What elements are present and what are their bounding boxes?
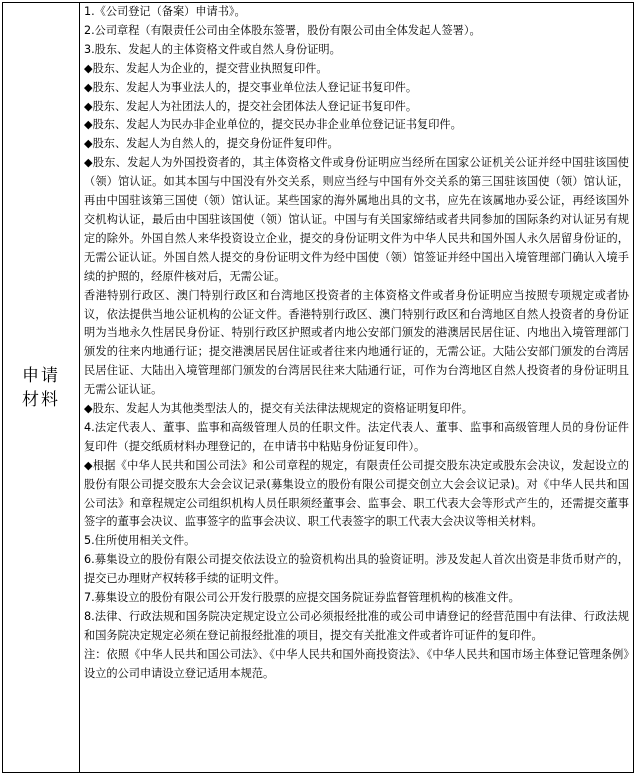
bullet-natural-person: ◆股东、发起人为自然人的，提交身份证件复印件。: [84, 137, 339, 151]
item-5-premises: 5.住所使用相关文件。: [84, 534, 196, 548]
bullet-social-organization: ◆股东、发起人为社团法人的，提交社会团体法人登记证书复印件。: [84, 99, 418, 113]
item-1-application-form: 1.《公司登记（备案）申请书》。: [84, 5, 246, 18]
item-8-approval-documents: 8.法律、行政法规和国务院决定规定设立公司必须报经批准的或公司申请登记的经营范围中有法律、行政法规和国务院决定规定必须在登记前报经批准的项目，提交有关批准文件或者许可证件的复印件。: [84, 610, 629, 642]
item-7-securities-approval: 7.募集设立的股份有限公司公开发行股票的应提交国务院证券监督管理机构的核准文件。: [84, 591, 520, 605]
label-cell: [3, 3, 80, 772]
section-label: 申请材料: [22, 365, 60, 410]
item-6-capital-verification: 6.募集设立的股份有限公司提交依法设立的验资机构出具的验资证明。涉及发起人首次出资是非货币财产的，提交已办理财产权转移手续的证明文件。: [84, 553, 629, 586]
bullet-private-non-enterprise: ◆股东、发起人为民办非企业单位的，提交民办非企业单位登记证书复印件。: [84, 118, 462, 132]
bullet-foreign-investor: ◆股东、发起人为外国投资者的，其主体资格文件或身份证明应当经所在国家公证机关公证并经中国驻该国使（领）馆认证。如其本国与中国没有外交关系，则应当经与中国有外交关系的第三国驻该国使（领）馆认证，再由中国驻该第三国使（领）馆认证。某些国家的海外属地出具的文书，应先在该属地办妥公证，再经该国外交机构认证，最后由中国驻该国使（领）馆认证。中国与有关国家缔结或者共同参加的国际条约对认证另有规定的除外。外国自然人来华投资设立企业，提交的身份证明文件为中华人民共和国外国人永久居留身份证的，无需公证认证。外国自然人提交的身份证明文件为经中国使（领）馆签证并经中国出入境管理部门确认入境手续的护照的，经原件核对后，无需公证。: [84, 156, 629, 283]
bullet-shareholder-resolution: ◆根据《中华人民共和国公司法》和公司章程的规定，有限责任公司提交股东决定或股东会决议，发起设立的股份有限公司提交股东大会会议记录(募集设立的股份有限公司提交创立大会会议记录)。对《中华人民共和国公司法》和章程规定公司组织机构人员任职须经董事会、监事会、职工代表大会等形式产生的，还需提交董事签字的董事会决议、监事签字的监事会决议、职工代表签字的职工代表大会决议等相关材料。: [84, 458, 629, 529]
requirements-table: [2, 2, 634, 773]
applicability-note: 注：依照《中华人民共和国公司法》、《中华人民共和国外商投资法》、《中华人民共和国市场主体登记管理条例》设立的公司申请设立登记适用本规范。: [84, 647, 629, 680]
item-3-identity-docs: 3.股东、发起人的主体资格文件或自然人身份证明。: [84, 42, 341, 56]
bullet-other-legal-person: ◆股东、发起人为其他类型法人的，提交有关法律法规规定的资格证明复印件。: [84, 402, 473, 416]
item-2-articles: 2.公司章程（有限责任公司由全体股东签署，股份有限公司由全体发起人签署）。: [84, 23, 481, 37]
bullet-public-institution: ◆股东、发起人为事业法人的，提交事业单位法人登记证书复印件。: [84, 80, 418, 94]
bullet-enterprise: ◆股东、发起人为企业的，提交营业执照复印件。: [84, 61, 328, 75]
item-4-appointment-docs: 4.法定代表人、董事、监事和高级管理人员的任职文件。法定代表人、董事、监事和高级管理人员的身份证件复印件（提交纸质材料办理登记的，在申请书中粘贴身份证复印件）。: [84, 420, 629, 453]
content-cell: [80, 3, 633, 772]
hk-macao-taiwan-paragraph: 香港特别行政区、澳门特别行政区和台湾地区投资者的主体资格文件或者身份证明应当按照专项规定或者协议，依法提供当地公证机构的公证文件。香港特别行政区、澳门特别行政区和台湾地区自然人投资者的身份证明为当地永久性居民身份证、特别行政区护照或者内地公安部门颁发的港澳居民居住证、内地出入境管理部门颁发的往来内地通行证；提交港澳居民居住证或者往来内地通行证的，无需公证。大陆公安部门颁发的台湾居民居住证、大陆出入境管理部门颁发的台湾居民往来大陆通行证，可作为台湾地区自然人投资者的身份证明且无需公证认证。: [84, 288, 629, 397]
